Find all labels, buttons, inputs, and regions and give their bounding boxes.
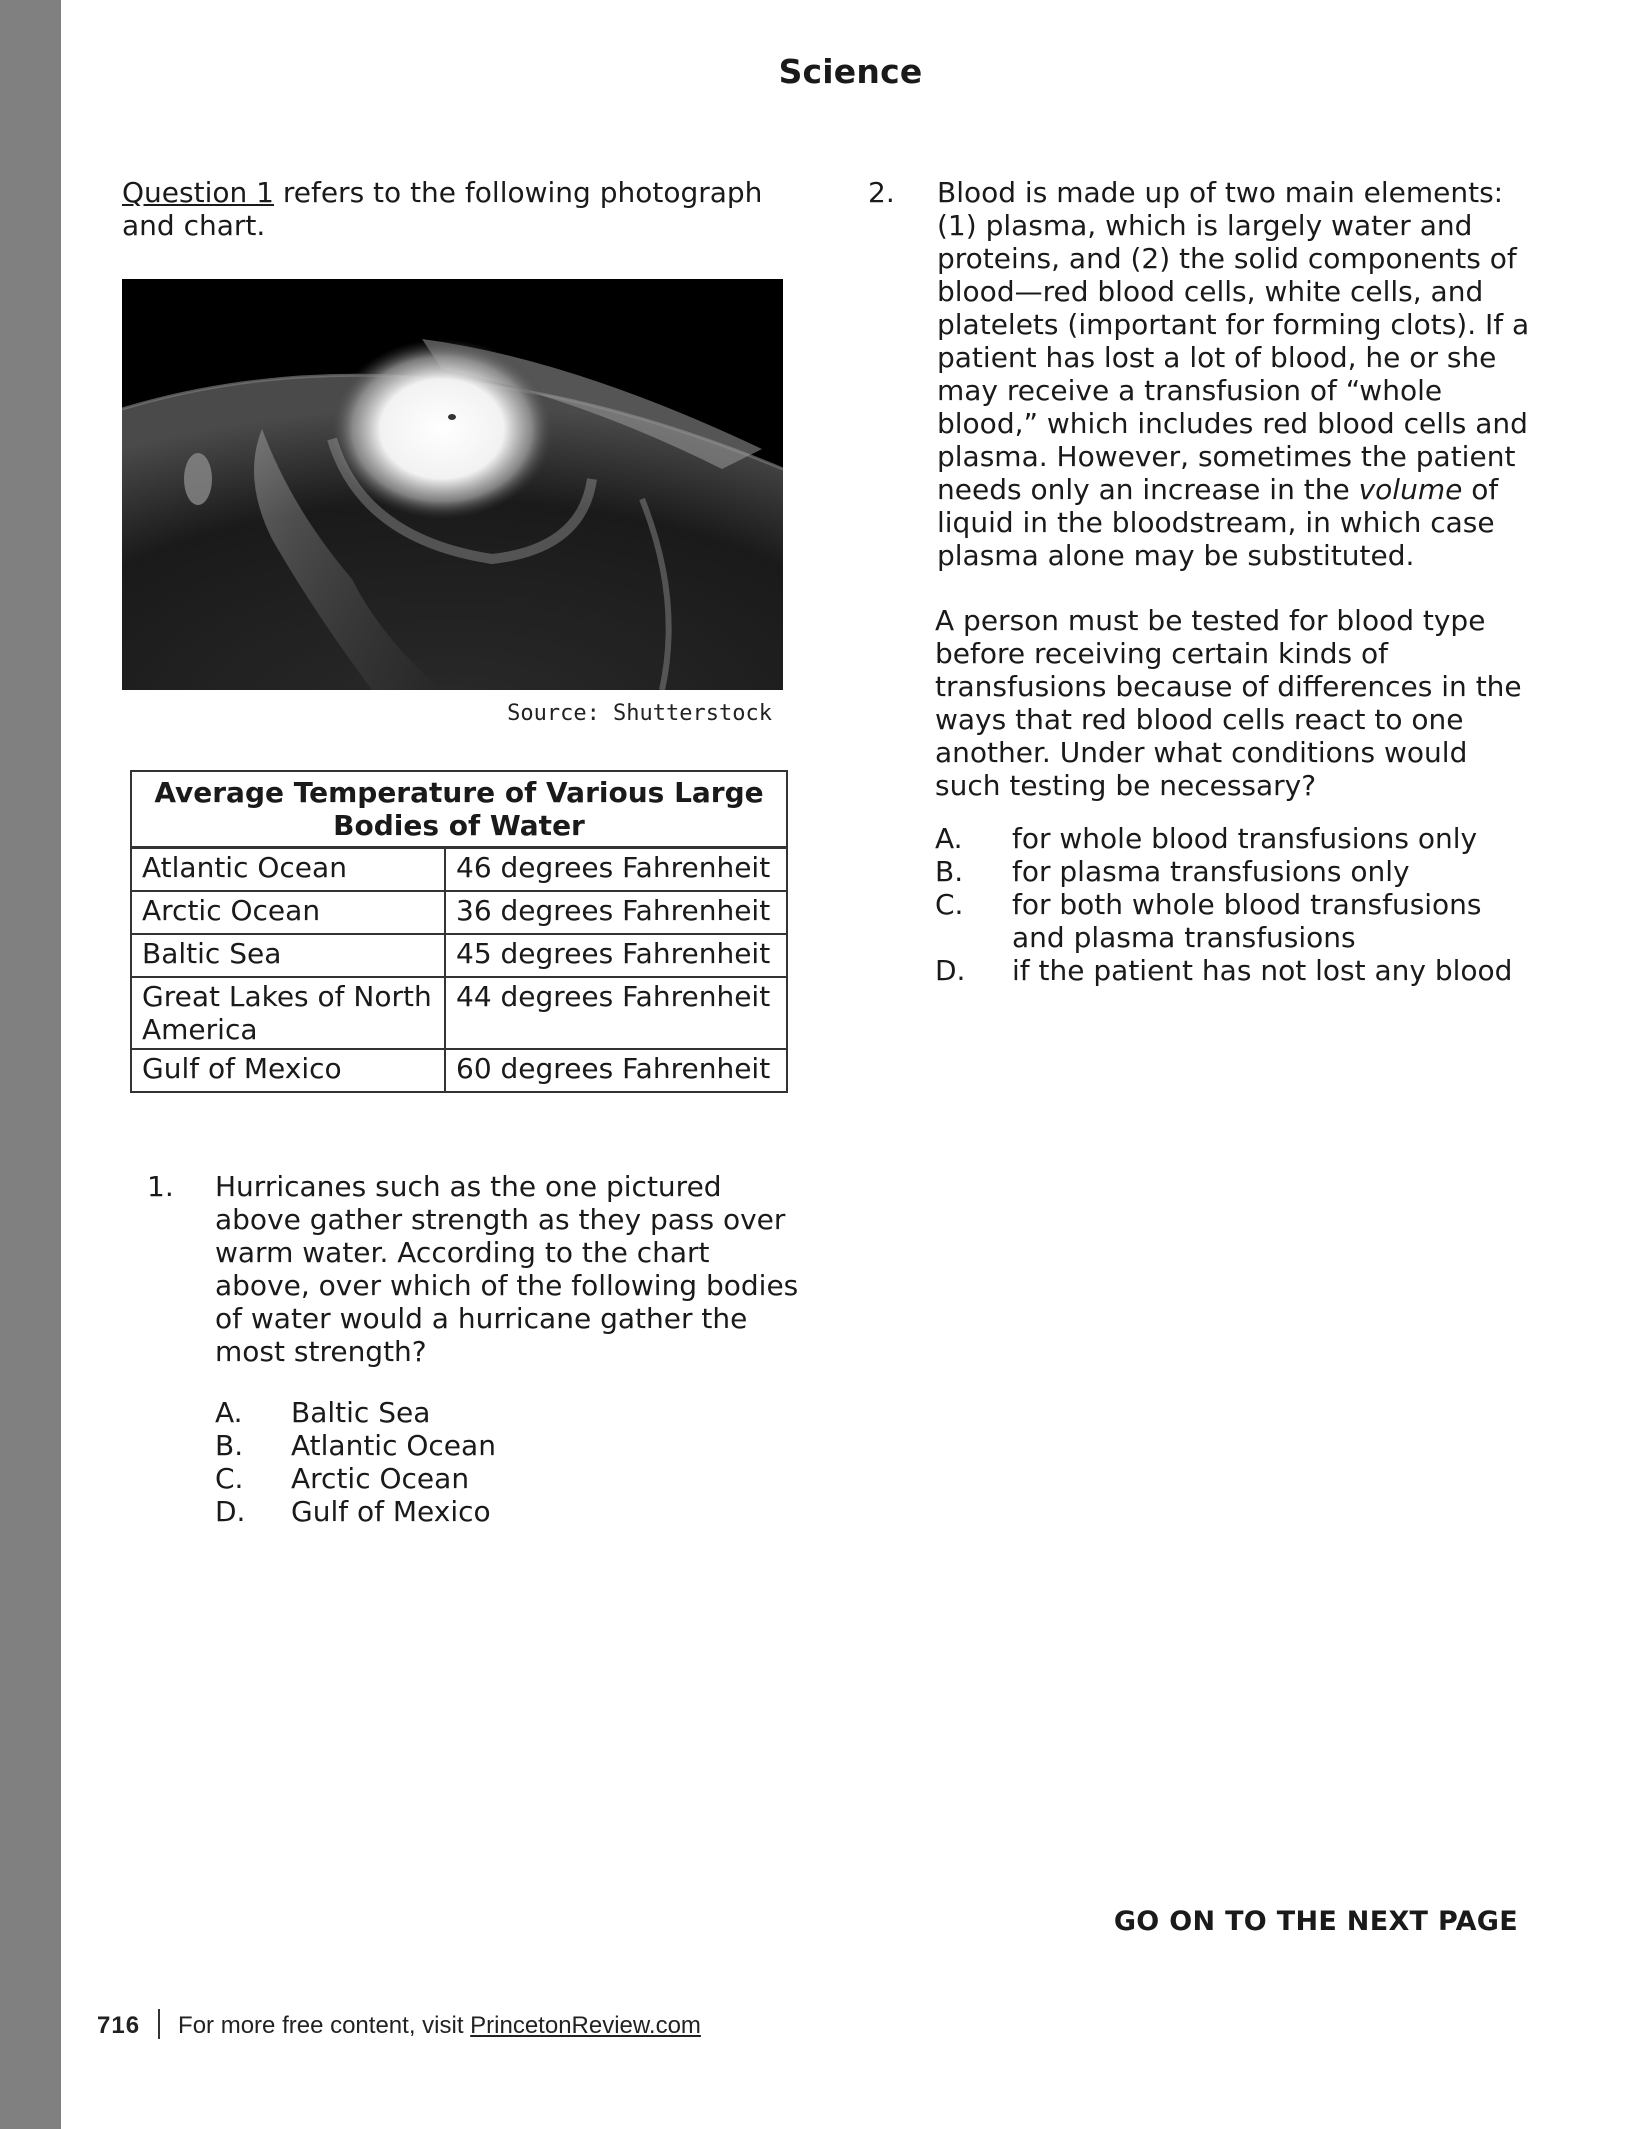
table-row xyxy=(131,848,787,892)
temperature-cell: 36 degrees Fahrenheit xyxy=(445,891,787,934)
option-text: Arctic Ocean xyxy=(291,1462,470,1495)
option-letter: C. xyxy=(935,888,964,921)
page-number: 716 xyxy=(97,2012,141,2039)
temperature-cell: 44 degrees Fahrenheit xyxy=(445,977,787,1049)
option-text: for both whole blood transfusions and plasma transfusions xyxy=(1012,888,1482,954)
footer-divider xyxy=(158,2009,160,2039)
page-footer xyxy=(97,2009,701,2040)
go-on-next-page-notice: GO ON TO THE NEXT PAGE xyxy=(1113,1906,1518,1937)
table-row xyxy=(131,1049,787,1092)
option-text: for plasma transfusions only xyxy=(1012,855,1410,888)
question-number: 2. xyxy=(868,176,895,209)
body-of-water-cell: Great Lakes of North America xyxy=(131,977,445,1049)
question-number: 1. xyxy=(147,1170,174,1203)
answer-option-d[interactable] xyxy=(935,954,1535,987)
hurricane-photo xyxy=(122,279,783,690)
princeton-review-link[interactable]: PrincetonReview.com xyxy=(470,2012,701,2039)
table-title: Average Temperature of Various Large Bodies of Water xyxy=(131,771,787,848)
option-text: if the patient has not lost any blood xyxy=(1012,954,1513,987)
option-letter: B. xyxy=(215,1429,244,1462)
answer-option-a[interactable] xyxy=(215,1396,715,1429)
page-title: Science xyxy=(778,52,923,91)
option-letter: D. xyxy=(935,954,966,987)
option-text: for whole blood transfusions only xyxy=(1012,822,1478,855)
temperature-cell: 60 degrees Fahrenheit xyxy=(445,1049,787,1092)
option-letter: D. xyxy=(215,1495,246,1528)
answer-option-b[interactable] xyxy=(215,1429,715,1462)
question-1-intro xyxy=(122,176,782,242)
answer-option-c[interactable] xyxy=(215,1462,715,1495)
passage-text: Blood is made up of two main elements: (1) plasma, which is largely water and proteins, and (2) the solid components of blood—red blood cells, white cells, and platelets (important for forming clots). If a patient has lost a lot of blood, he or she may receive a transfusion of “whole blood,” which includes red blood cells and plasma. However, sometimes the patient needs only an increase in the xyxy=(937,176,1530,506)
footer-text: For more free content, visit xyxy=(178,2012,471,2039)
question-stem: A person must be tested for blood type before receiving certain kinds of transfusions because of differences in the ways that red blood cells react to one another. Under what conditions would such testing be necessary? xyxy=(935,604,1522,802)
table-row xyxy=(131,977,787,1049)
hurricane-eye xyxy=(448,414,456,420)
option-letter: B. xyxy=(935,855,964,888)
table-row xyxy=(131,891,787,934)
answer-options xyxy=(215,1396,715,1528)
option-letter: A. xyxy=(935,822,963,855)
question-text: Hurricanes such as the one pictured above gather strength as they pass over warm water. According to the chart above, over which of the following bodies of water would a hurricane gather the most strength? xyxy=(215,1170,799,1368)
question-passage xyxy=(937,176,1537,572)
temperature-cell: 46 degrees Fahrenheit xyxy=(445,848,787,892)
passage-text: of liquid in the bloodstream, in which case plasma alone may be substituted. xyxy=(937,473,1499,572)
hurricane-satellite-image xyxy=(122,279,783,690)
intro-text: refers to the following photograph xyxy=(273,176,763,209)
intro-text-line2: and chart. xyxy=(122,209,266,242)
option-text: Gulf of Mexico xyxy=(291,1495,491,1528)
body-of-water-cell: Gulf of Mexico xyxy=(131,1049,445,1092)
passage-emphasis: volume xyxy=(1358,473,1463,506)
page-edge-bar xyxy=(0,0,61,2129)
body-of-water-cell: Arctic Ocean xyxy=(131,891,445,934)
water-temperature-table xyxy=(130,770,788,1093)
body-of-water-cell: Baltic Sea xyxy=(131,934,445,977)
question-1-reference-link[interactable]: Question 1 xyxy=(122,176,274,209)
option-letter: C. xyxy=(215,1462,244,1495)
answer-option-a[interactable] xyxy=(935,822,1535,855)
option-text: Baltic Sea xyxy=(291,1396,431,1429)
body-of-water-cell: Atlantic Ocean xyxy=(131,848,445,892)
answer-option-d[interactable] xyxy=(215,1495,715,1528)
answer-options xyxy=(935,822,1535,987)
option-letter: A. xyxy=(215,1396,243,1429)
answer-option-b[interactable] xyxy=(935,855,1535,888)
table-row xyxy=(131,934,787,977)
photo-source-credit: Source: Shutterstock xyxy=(507,701,772,726)
answer-option-c[interactable] xyxy=(935,888,1535,954)
temperature-cell: 45 degrees Fahrenheit xyxy=(445,934,787,977)
option-text: Atlantic Ocean xyxy=(291,1429,496,1462)
